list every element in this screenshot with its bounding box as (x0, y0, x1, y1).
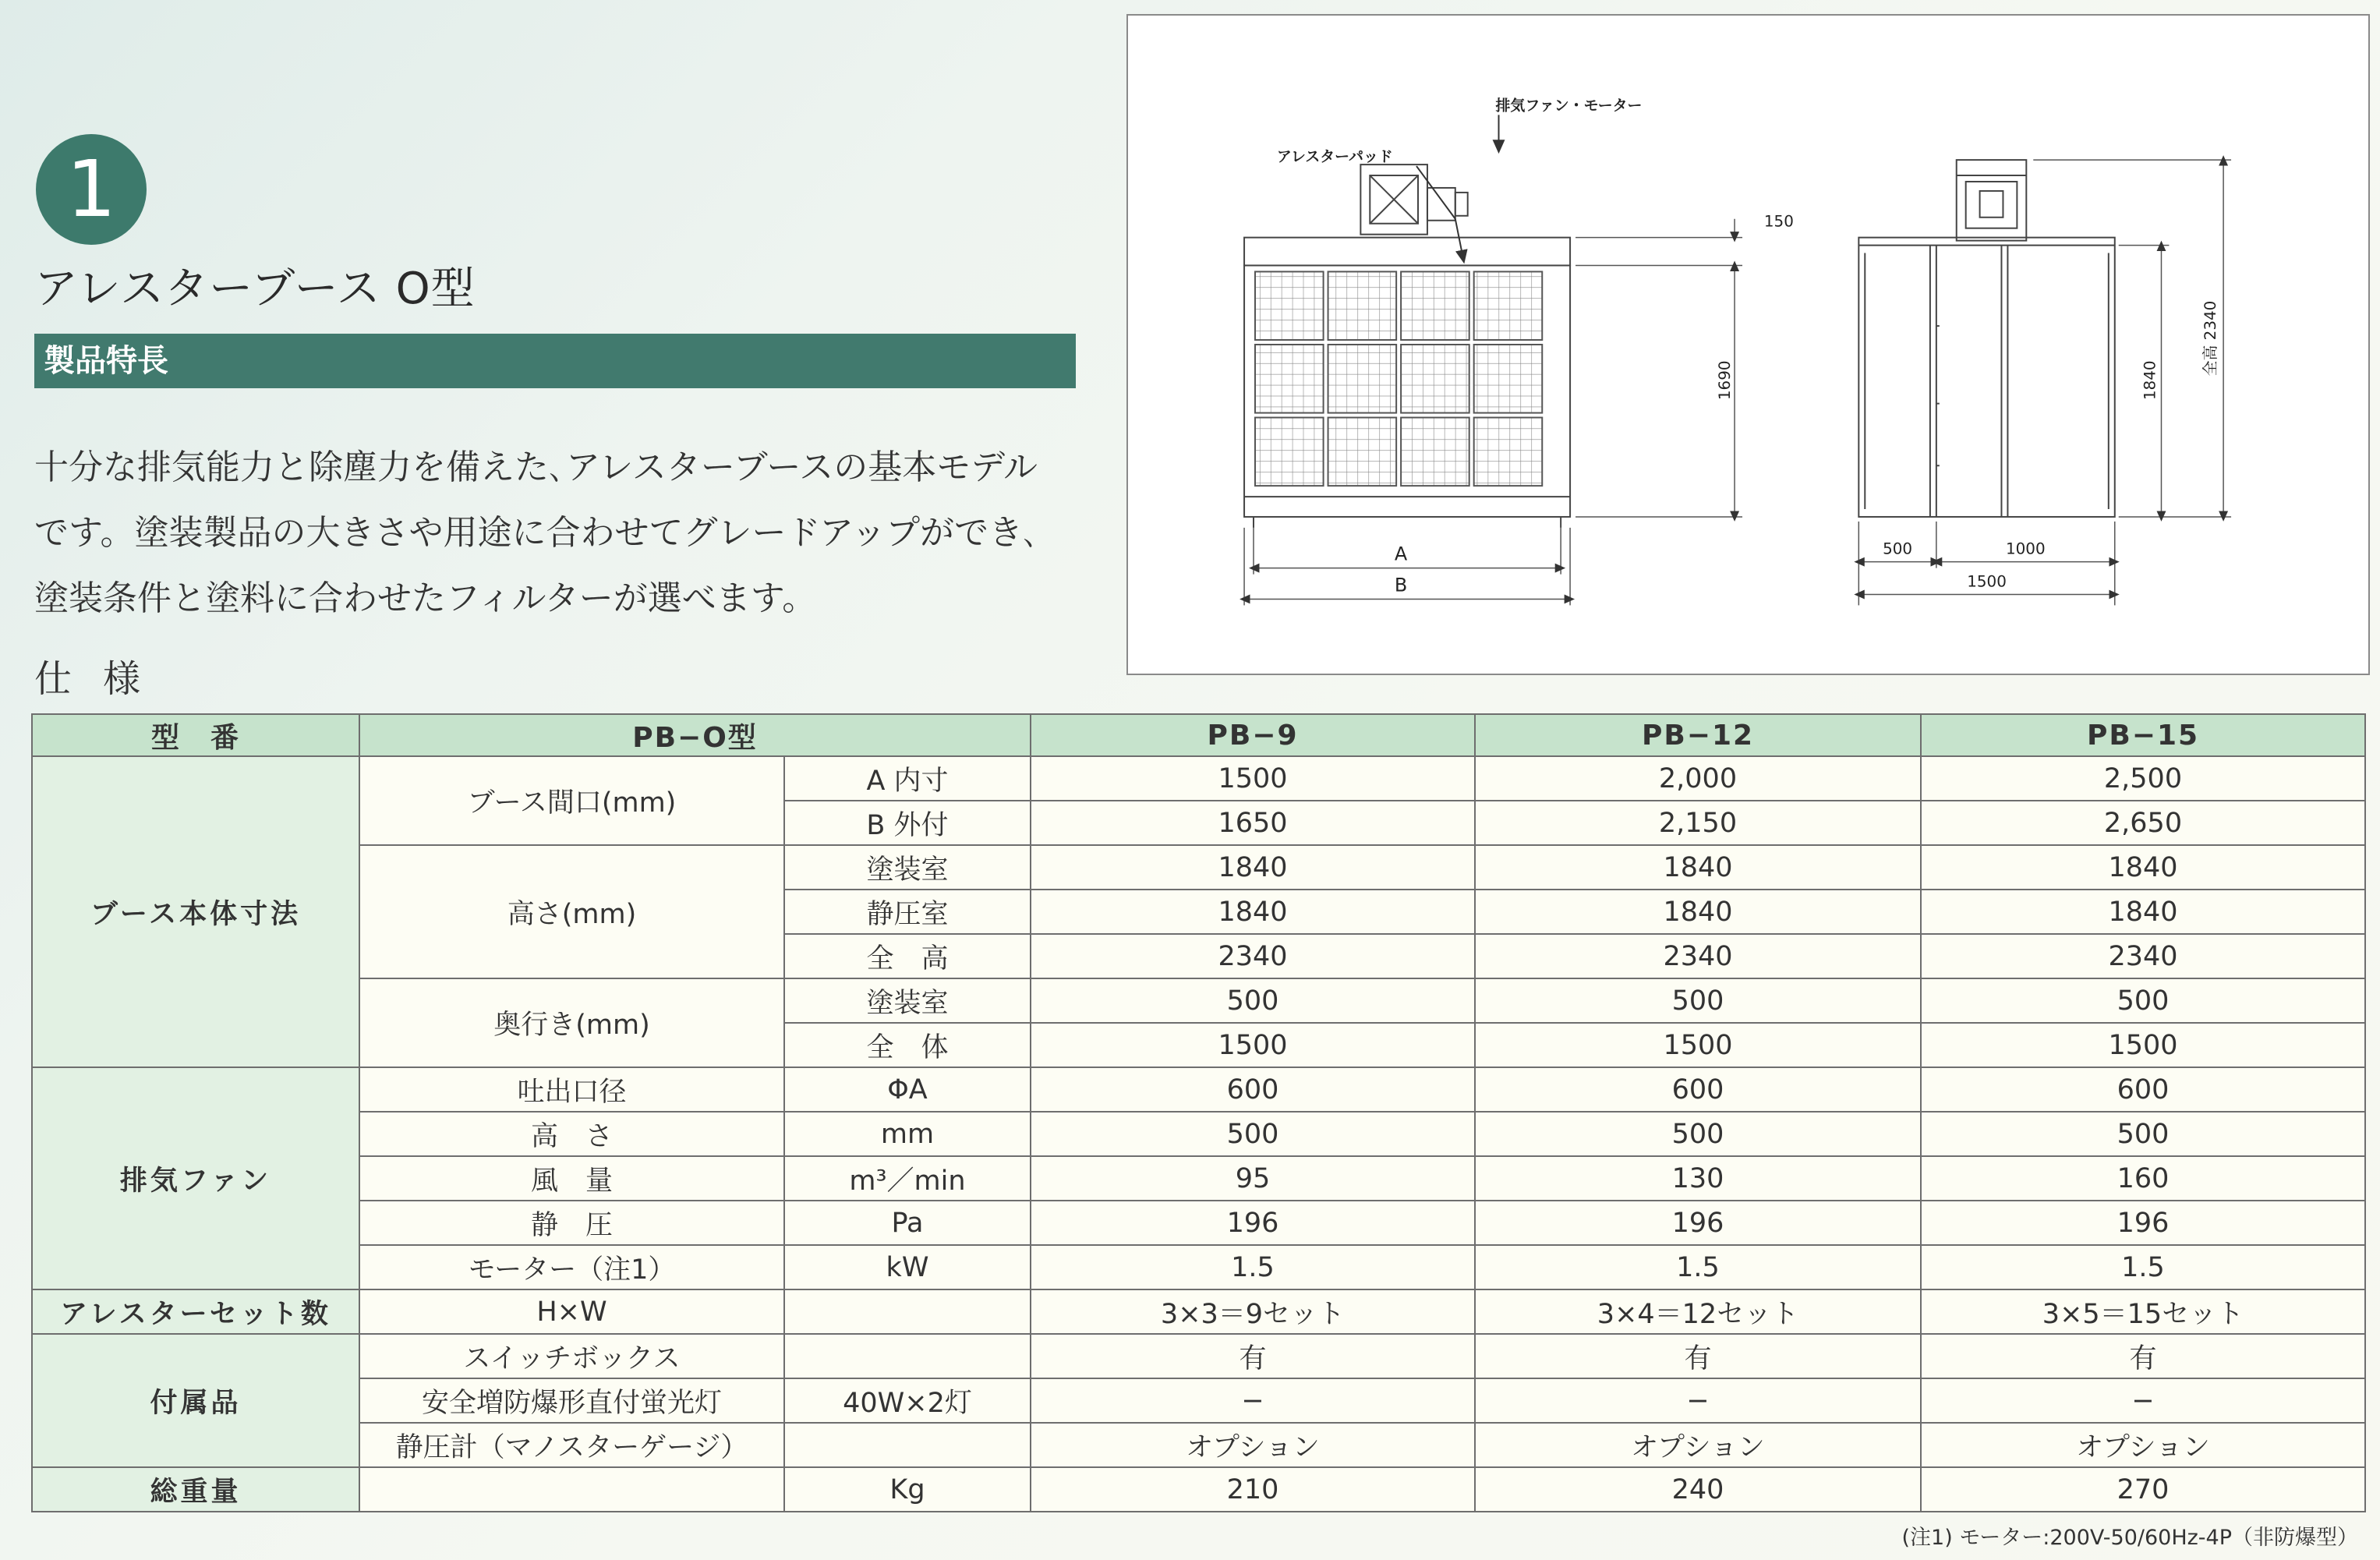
value-cell: 1500 (1921, 1023, 2365, 1067)
value-cell: 2340 (1921, 934, 2365, 978)
value-cell: 500 (1475, 1112, 1921, 1156)
item-cell: H×W (359, 1289, 784, 1334)
value-cell: 240 (1475, 1467, 1921, 1512)
booth-drawing (1126, 14, 2370, 675)
dim-B: B (1394, 574, 1408, 596)
group-booth-dimensions: ブース本体寸法 (32, 756, 359, 1067)
dim-A: A (1394, 543, 1408, 565)
table-row (32, 1067, 2365, 1112)
group-total-weight: 総重量 (32, 1467, 359, 1512)
unit-cell: ΦA (784, 1067, 1031, 1112)
unit-cell (784, 1289, 1031, 1334)
value-cell: 1500 (1031, 756, 1475, 801)
value-cell: 500 (1475, 978, 1921, 1023)
table-row (32, 1289, 2365, 1334)
unit-cell: 静圧室 (784, 890, 1031, 934)
value-cell: 1500 (1475, 1023, 1921, 1067)
value-cell: 1840 (1031, 890, 1475, 934)
table-row (32, 1467, 2365, 1512)
value-cell: 2,650 (1921, 801, 2365, 845)
dim-150: 150 (1763, 212, 1794, 231)
value-cell: 95 (1031, 1156, 1475, 1201)
value-cell: 210 (1031, 1467, 1475, 1512)
value-cell: 600 (1031, 1067, 1475, 1112)
item-cell: モーター（注1） (359, 1245, 784, 1289)
value-cell: オプション (1031, 1423, 1475, 1467)
value-cell: 600 (1921, 1067, 2365, 1112)
unit-cell: 全 高 (784, 934, 1031, 978)
booth-drawing-svg (1128, 16, 2368, 674)
value-cell: 500 (1921, 978, 2365, 1023)
table-header-row (32, 714, 2365, 756)
section-number-badge: 1 (36, 134, 147, 245)
value-cell: 1500 (1031, 1023, 1475, 1067)
dim-1840: 1840 (2141, 360, 2159, 401)
unit-cell: 塗装室 (784, 978, 1031, 1023)
header-pb15: PB−15 (1921, 714, 2365, 756)
value-cell: − (1475, 1378, 1921, 1423)
value-cell: 2,000 (1475, 756, 1921, 801)
table-row (32, 1423, 2365, 1467)
value-cell: オプション (1475, 1423, 1921, 1467)
item-cell (359, 1467, 784, 1512)
item-cell: スイッチボックス (359, 1334, 784, 1378)
value-cell: 3×3＝9セット (1031, 1289, 1475, 1334)
item-cell: 高 さ (359, 1112, 784, 1156)
unit-cell: kW (784, 1245, 1031, 1289)
arrester-pad-label: アレスターパッド (1276, 148, 1393, 166)
item-cell: 風 量 (359, 1156, 784, 1201)
value-cell: 有 (1031, 1334, 1475, 1378)
table-row (32, 1378, 2365, 1423)
table-row (32, 978, 2365, 1023)
value-cell: 500 (1031, 1112, 1475, 1156)
unit-cell: mm (784, 1112, 1031, 1156)
value-cell: 2,150 (1475, 801, 1921, 845)
dim-1690: 1690 (1716, 360, 1735, 401)
product-description (34, 435, 1095, 631)
value-cell: オプション (1921, 1423, 2365, 1467)
value-cell: 500 (1921, 1112, 2365, 1156)
dim-1500: 1500 (1967, 572, 2007, 591)
value-cell: 1.5 (1475, 1245, 1921, 1289)
dim-total-2340: 全高 2340 (2201, 300, 2220, 377)
item-cell: 安全増防爆形直付蛍光灯 (359, 1378, 784, 1423)
header-model: 型 番 (32, 714, 359, 756)
header-pb12: PB−12 (1475, 714, 1921, 756)
table-row (32, 1156, 2365, 1201)
value-cell: 196 (1475, 1201, 1921, 1245)
value-cell: 2340 (1031, 934, 1475, 978)
value-cell: 1840 (1475, 845, 1921, 890)
value-cell: 1.5 (1031, 1245, 1475, 1289)
description-line-3: 塗装条件と塗料に合わせたフィルターが選べます。 (34, 578, 817, 618)
item-cell: 静 圧 (359, 1201, 784, 1245)
table-row (32, 1245, 2365, 1289)
group-arrester-sets: アレスターセット数 (32, 1289, 359, 1334)
value-cell: 160 (1921, 1156, 2365, 1201)
product-title: アレスターブース O型 (34, 264, 476, 314)
value-cell: 196 (1921, 1201, 2365, 1245)
unit-cell (784, 1423, 1031, 1467)
table-row (32, 1334, 2365, 1378)
value-cell: 270 (1921, 1467, 2365, 1512)
value-cell: 130 (1475, 1156, 1921, 1201)
side-view (1858, 160, 2114, 517)
header-pb9: PB−9 (1031, 714, 1475, 756)
unit-cell: 40W×2灯 (784, 1378, 1031, 1423)
value-cell: 1840 (1921, 890, 2365, 934)
description-line-1: 十分な排気能力と除塵力を備えた､アレスターブースの基本モデル (34, 447, 1038, 487)
value-cell: − (1031, 1378, 1475, 1423)
value-cell: − (1921, 1378, 2365, 1423)
value-cell: 3×5＝15セット (1921, 1289, 2365, 1334)
table-row (32, 1201, 2365, 1245)
feature-bar: 製品特長 (34, 334, 1076, 388)
value-cell: 196 (1031, 1201, 1475, 1245)
unit-cell: A 内寸 (784, 756, 1031, 801)
dim-500: 500 (1883, 539, 1913, 558)
value-cell: 有 (1921, 1334, 2365, 1378)
value-cell: 2,500 (1921, 756, 2365, 801)
item-cell: 吐出口径 (359, 1067, 784, 1112)
item-booth-depth: 奥行き(mm) (359, 978, 784, 1067)
item-booth-opening: ブース間口(mm) (359, 756, 784, 845)
header-series: PB−O型 (359, 714, 1031, 756)
value-cell: 600 (1475, 1067, 1921, 1112)
spec-heading: 仕様 (34, 657, 172, 701)
table-row (32, 756, 2365, 801)
spec-table (31, 713, 2366, 1512)
item-booth-height: 高さ(mm) (359, 845, 784, 978)
unit-cell: Kg (784, 1467, 1031, 1512)
item-cell: 静圧計（マノスターゲージ） (359, 1423, 784, 1467)
description-line-2: です。塗装製品の大きさや用途に合わせてグレードアップができ､ (34, 513, 1041, 553)
value-cell: 2340 (1475, 934, 1921, 978)
dim-1000: 1000 (2006, 539, 2046, 558)
value-cell: 1840 (1475, 890, 1921, 934)
group-exhaust-fan: 排気ファン (32, 1067, 359, 1289)
value-cell: 1650 (1031, 801, 1475, 845)
arrester-pads (1255, 271, 1542, 486)
table-row (32, 1112, 2365, 1156)
value-cell: 1840 (1031, 845, 1475, 890)
value-cell: 3×4＝12セット (1475, 1289, 1921, 1334)
footnote: (注1) モーター:200V-50/60Hz-4P（非防爆型） (1901, 1526, 2358, 1550)
group-accessories: 付属品 (32, 1334, 359, 1467)
table-row (32, 845, 2365, 890)
fan-motor-label: 排気ファン・モーター (1495, 97, 1643, 115)
value-cell: 有 (1475, 1334, 1921, 1378)
unit-cell: m³／min (784, 1156, 1031, 1201)
unit-cell (784, 1334, 1031, 1378)
unit-cell: B 外付 (784, 801, 1031, 845)
unit-cell: 全 体 (784, 1023, 1031, 1067)
unit-cell: Pa (784, 1201, 1031, 1245)
value-cell: 500 (1031, 978, 1475, 1023)
value-cell: 1840 (1921, 845, 2365, 890)
value-cell: 1.5 (1921, 1245, 2365, 1289)
unit-cell: 塗装室 (784, 845, 1031, 890)
